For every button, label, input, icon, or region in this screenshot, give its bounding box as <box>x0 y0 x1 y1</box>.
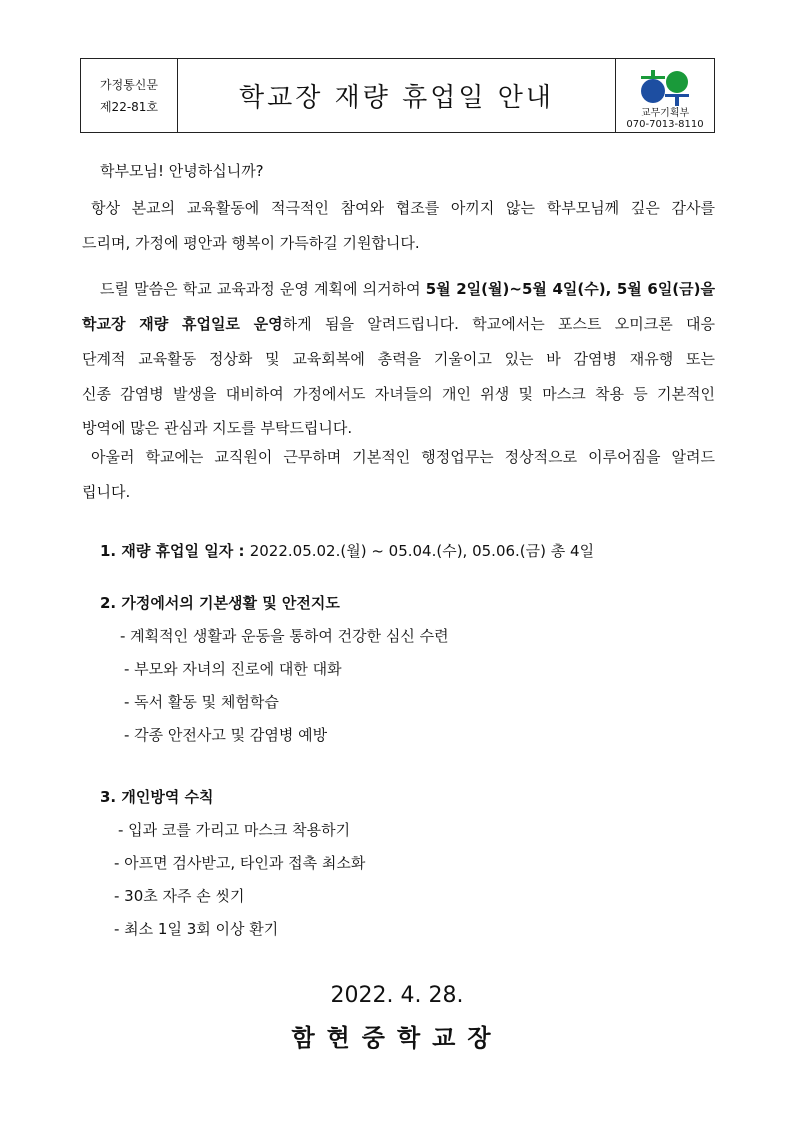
paragraph-2-line-3: 단계적 교육활동 정상화 및 교육회복에 총력을 기울이고 있는 바 감염병 재유행 또는 <box>82 350 715 368</box>
paragraph-2-line-4: 신종 감염병 발생을 대비하여 가정에서도 자녀들의 개인 위생 및 마스크 착용 등 기본적인 <box>82 385 715 403</box>
list-item: - 30초 자주 손 씻기 <box>114 887 245 905</box>
list-item: - 각종 안전사고 및 감염병 예방 <box>124 726 328 744</box>
school-logo-icon <box>639 67 691 107</box>
p2-text: 드릴 말씀은 학교 교육과정 운영 계획에 의거하여 <box>100 280 426 298</box>
page-title: 학교장 재량 휴업일 안내 <box>239 83 554 113</box>
department-name: 교무기획부 <box>640 108 690 119</box>
paragraph-2-line-5: 방역에 많은 관심과 지도를 부탁드립니다. <box>82 419 353 437</box>
list-item: - 아프면 검사받고, 타인과 접촉 최소화 <box>114 854 366 872</box>
title-cell <box>178 59 616 132</box>
paragraph-1-line-2: 드리며, 가정에 평안과 행복이 가득하길 기원합니다. <box>82 234 420 252</box>
list-item: - 입과 코를 가리고 마스크 착용하기 <box>118 821 351 839</box>
paragraph-3-line-1: 아울러 학교에는 교직원이 근무하며 기본적인 행정업무는 정상적으로 이루어짐을 알려드 <box>91 448 715 466</box>
p2-text-2: 하게 됨을 알려드립니다. 학교에서는 포스트 오미크론 대응 <box>282 315 716 333</box>
greeting: 학부모님! 안녕하십니까? <box>100 162 264 180</box>
list-item: - 부모와 자녀의 진로에 대한 대화 <box>124 660 342 678</box>
section-1-label: 1. 재량 휴업일 일자 : <box>100 542 245 560</box>
paragraph-2-line-1 <box>100 278 715 299</box>
section-1 <box>100 540 594 561</box>
signer-name: 함현중학교장 <box>291 1024 503 1052</box>
issue-number: 제22-81호 <box>99 99 159 114</box>
p2-dates: 5월 2일(월)~5월 4일(수), 5월 6일(금)을 <box>425 280 716 298</box>
department-phone: 070-7013-8110 <box>626 119 704 130</box>
paragraph-1-line-1: 항상 본교의 교육활동에 적극적인 참여와 협조를 아끼지 않는 학부모님께 깊은 감사를 <box>91 199 715 217</box>
paragraph-2-line-2 <box>82 313 715 334</box>
section-2-title: 2. 가정에서의 기본생활 및 안전지도 <box>100 594 340 612</box>
list-item: - 계획적인 생활과 운동을 통하여 건강한 심신 수련 <box>120 627 449 645</box>
paragraph-3-line-2: 립니다. <box>82 483 131 501</box>
issue-info <box>81 59 178 132</box>
p2-holiday-emphasis: 학교장 재량 휴업일로 운영 <box>82 315 283 333</box>
notice-header <box>80 58 715 133</box>
list-item: - 최소 1일 3회 이상 환기 <box>114 920 279 938</box>
section-3-title: 3. 개인방역 수칙 <box>100 788 214 806</box>
issue-date: 2022. 4. 28. <box>330 983 464 1008</box>
logo-cell <box>616 59 714 132</box>
list-item: - 독서 활동 및 체험학습 <box>124 693 279 711</box>
section-1-value: 2022.05.02.(월) ~ 05.04.(수), 05.06.(금) 총 4일 <box>249 542 595 560</box>
issue-type: 가정통신문 <box>100 77 158 92</box>
